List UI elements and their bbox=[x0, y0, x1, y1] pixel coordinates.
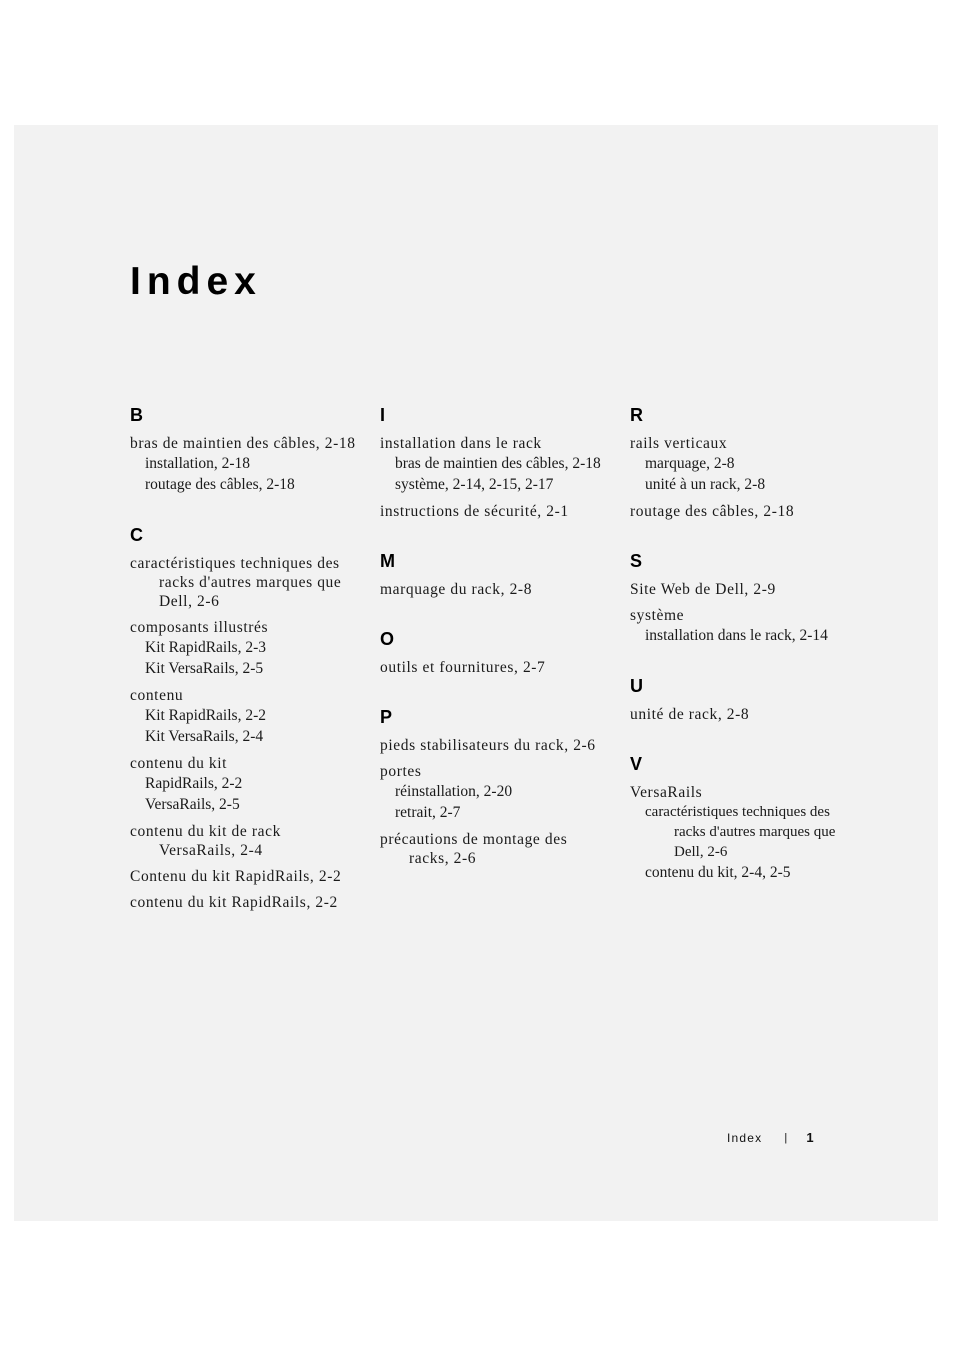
index-entry bbox=[630, 434, 855, 495]
section-letter: C bbox=[130, 525, 143, 545]
index-section bbox=[130, 523, 360, 912]
entry-term: précautions de montage des racks, 2-6 bbox=[380, 831, 568, 867]
entry-term: pieds stabilisateurs du rack, 2-6 bbox=[380, 737, 596, 754]
entry-subterm: contenu du kit, 2-4, 2-5 bbox=[645, 864, 791, 881]
section-letter: B bbox=[130, 405, 143, 425]
index-entry bbox=[630, 580, 855, 599]
entry-subterm: routage des câbles, 2-18 bbox=[145, 476, 295, 493]
footer-separator: | bbox=[784, 1131, 789, 1144]
entry-term: contenu bbox=[130, 687, 184, 704]
entry-subterm: bras de maintien des câbles, 2-18 bbox=[395, 455, 601, 472]
section-letter: M bbox=[380, 551, 395, 571]
index-section bbox=[630, 752, 855, 883]
entry-term: contenu du kit bbox=[130, 755, 228, 772]
index-entry bbox=[630, 783, 855, 883]
page-number: 1 bbox=[806, 1130, 814, 1145]
entry-term: bras de maintien des câbles, 2-18 bbox=[130, 435, 356, 452]
entry-subterm: Kit RapidRails, 2-3 bbox=[145, 639, 266, 656]
index-section bbox=[380, 705, 610, 868]
index-entry bbox=[380, 434, 610, 495]
index-section bbox=[130, 403, 360, 495]
index-entry bbox=[130, 554, 360, 611]
index-section bbox=[630, 403, 855, 521]
index-entry bbox=[380, 502, 610, 521]
index-section bbox=[380, 549, 610, 599]
entry-term: marquage du rack, 2-8 bbox=[380, 581, 533, 598]
section-letter: O bbox=[380, 629, 395, 649]
entry-term: système bbox=[630, 607, 685, 624]
entry-term: instructions de sécurité, 2-1 bbox=[380, 503, 569, 520]
page-title: Index bbox=[130, 260, 262, 303]
index-entry bbox=[630, 502, 855, 521]
section-letter: R bbox=[630, 405, 643, 425]
entry-subterm: installation dans le rack, 2-14 bbox=[645, 627, 828, 644]
entry-subterm: unité à un rack, 2-8 bbox=[645, 476, 766, 493]
index-entry bbox=[630, 606, 855, 646]
entry-subterm: installation, 2-18 bbox=[145, 455, 251, 472]
entry-term: contenu du kit de rack VersaRails, 2-4 bbox=[130, 823, 281, 859]
index-entry bbox=[380, 736, 610, 755]
index-column-2 bbox=[380, 403, 610, 896]
entry-subterm: RapidRails, 2-2 bbox=[145, 775, 243, 792]
entry-subterm: Kit VersaRails, 2-5 bbox=[145, 660, 264, 677]
entry-subterm: Kit RapidRails, 2-2 bbox=[145, 707, 266, 724]
section-letter: I bbox=[380, 405, 386, 425]
index-entry bbox=[130, 822, 360, 860]
entry-term: composants illustrés bbox=[130, 619, 269, 636]
index-column-1 bbox=[130, 403, 360, 940]
index-entry bbox=[380, 580, 610, 599]
index-entry bbox=[130, 867, 360, 886]
index-column-3 bbox=[630, 403, 855, 911]
index-entry bbox=[130, 686, 360, 747]
index-entry bbox=[380, 658, 610, 677]
entry-term: contenu du kit RapidRails, 2-2 bbox=[130, 894, 338, 911]
index-section bbox=[380, 627, 610, 677]
entry-term: VersaRails bbox=[630, 784, 703, 801]
entry-subterm: système, 2-14, 2-15, 2-17 bbox=[395, 476, 554, 493]
index-entry bbox=[380, 762, 610, 823]
index-section bbox=[630, 549, 855, 646]
entry-subterm: caractéristiques techniques des racks d'autres marques que Dell, 2-6 bbox=[645, 804, 836, 860]
page-footer bbox=[727, 1130, 814, 1145]
entry-subterm: VersaRails, 2-5 bbox=[145, 796, 240, 813]
section-letter: U bbox=[630, 676, 643, 696]
index-entry bbox=[130, 618, 360, 679]
index-entry bbox=[380, 830, 610, 868]
section-letter: V bbox=[630, 754, 643, 774]
section-letter: S bbox=[630, 551, 643, 571]
index-section bbox=[630, 674, 855, 724]
entry-subterm: retrait, 2-7 bbox=[395, 804, 461, 821]
section-letter: P bbox=[380, 707, 393, 727]
footer-label: Index bbox=[727, 1130, 763, 1145]
entry-subterm: marquage, 2-8 bbox=[645, 455, 735, 472]
index-entry bbox=[630, 705, 855, 724]
index-entry bbox=[130, 434, 360, 495]
entry-term: installation dans le rack bbox=[380, 435, 542, 452]
entry-subterm: réinstallation, 2-20 bbox=[395, 783, 513, 800]
entry-term: outils et fournitures, 2-7 bbox=[380, 659, 546, 676]
index-entry bbox=[130, 754, 360, 815]
entry-term: caractéristiques techniques des racks d'autres marques que Dell, 2-6 bbox=[130, 555, 342, 610]
entry-term: rails verticaux bbox=[630, 435, 728, 452]
entry-subterm: Kit VersaRails, 2-4 bbox=[145, 728, 264, 745]
entry-term: routage des câbles, 2-18 bbox=[630, 503, 795, 520]
entry-term: Contenu du kit RapidRails, 2-2 bbox=[130, 868, 342, 885]
entry-term: Site Web de Dell, 2-9 bbox=[630, 581, 776, 598]
entry-term: portes bbox=[380, 763, 422, 780]
entry-term: unité de rack, 2-8 bbox=[630, 706, 750, 723]
index-section bbox=[380, 403, 610, 521]
index-entry bbox=[130, 893, 360, 912]
